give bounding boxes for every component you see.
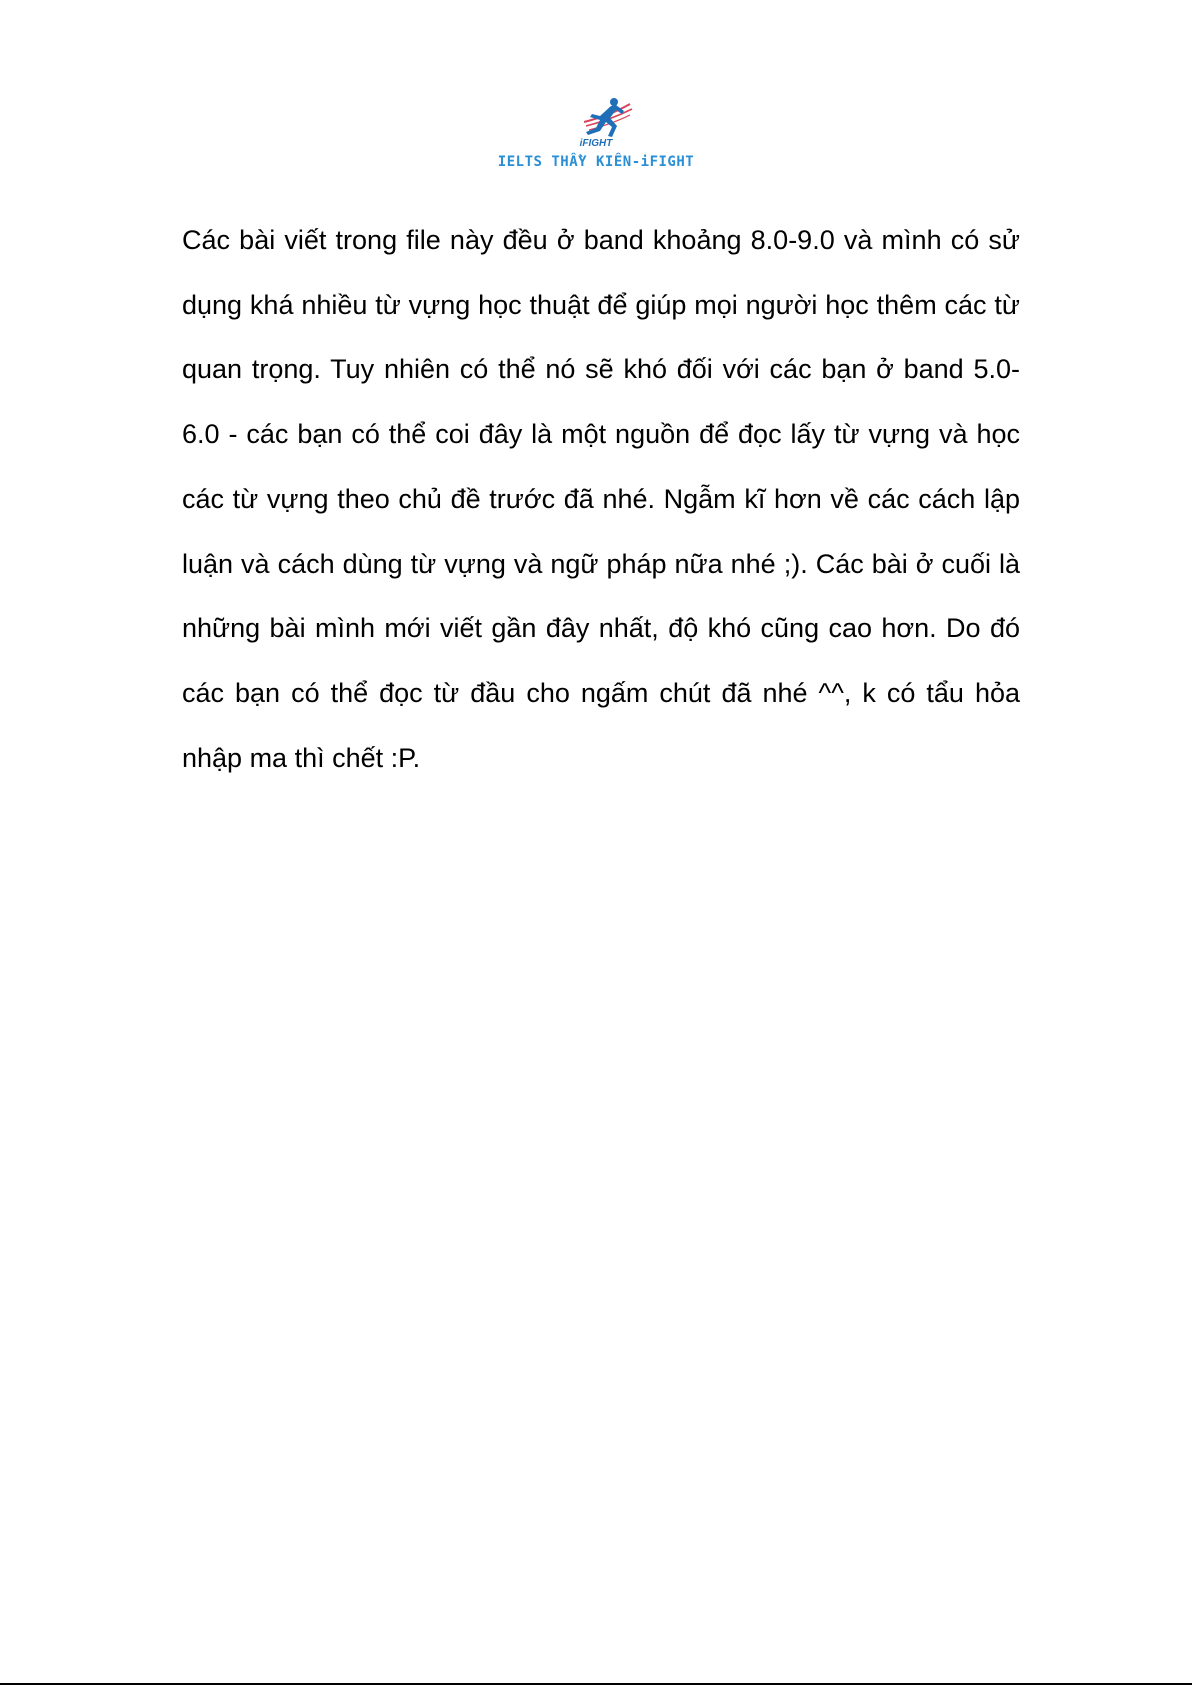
logo-wordmark: iFIGHT [579, 138, 613, 148]
page-header [0, 92, 1192, 170]
intro-paragraph: Các bài viết trong file này đều ở band khoảng 8.0-9.0 và mình có sử dụng khá nhiều từ vựng học thuật để giúp mọi người học thêm các từ quan trọng. Tuy nhiên có thể nó sẽ khó đối với các bạn ở band 5.0-6.0 - các bạn có thể coi đây là một nguồn để đọc lấy từ vựng và học các từ vựng theo chủ đề trước đã nhé. Ngẫm kĩ hơn về các cách lập luận và cách dùng từ vựng và ngữ pháp nữa nhé ;). Các bài ở cuối là những bài mình mới viết gần đây nhất, độ khó cũng cao hơn. Do đó các bạn có thể đọc từ đầu cho ngấm chút đã nhé ^^, k có tẩu hỏa nhập ma thì chết :P. [182, 225, 1020, 773]
ifight-logo [556, 92, 636, 148]
logo-caption: IELTS THẦY KIÊN-iFIGHT [497, 154, 695, 170]
